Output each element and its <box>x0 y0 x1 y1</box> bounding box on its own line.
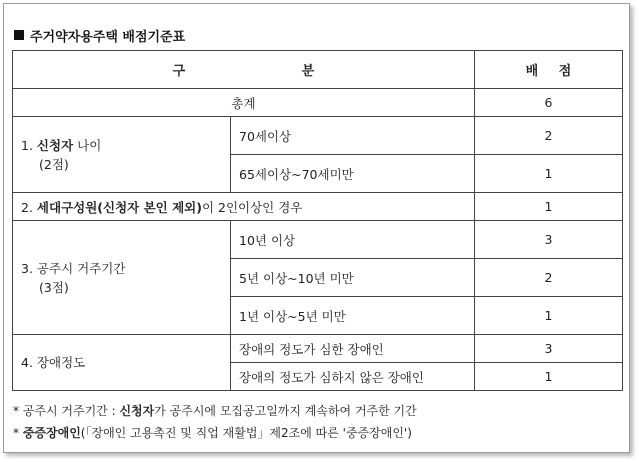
item-score: 2 <box>475 259 623 297</box>
item-score: 2 <box>475 117 623 155</box>
item-score: 3 <box>475 335 623 363</box>
item-label: 70세이상 <box>231 117 475 155</box>
table-row <box>13 335 623 363</box>
scoring-table <box>12 50 623 391</box>
table-row <box>13 193 623 221</box>
item-label: 장애의 정도가 심하지 않은 장애인 <box>231 363 475 391</box>
page-title-text: 주거약자용주택 배점기준표 <box>30 29 186 45</box>
table-row <box>13 117 623 155</box>
table-header-row <box>13 51 623 89</box>
item-score: 1 <box>475 155 623 193</box>
square-bullet-icon <box>14 30 24 40</box>
header-score: 배 점 <box>475 51 623 89</box>
total-row <box>13 89 623 117</box>
page-title <box>14 25 185 45</box>
item-score: 1 <box>475 363 623 391</box>
table-row <box>13 221 623 259</box>
item-label: 65세이상~70세미만 <box>231 155 475 193</box>
item-label: 5년 이상~10년 미만 <box>231 259 475 297</box>
header-category: 구 분 <box>13 51 475 89</box>
footnotes <box>13 400 417 444</box>
item-label: 10년 이상 <box>231 221 475 259</box>
category-residence-period: 3. 공주시 거주기간 (3점) <box>13 221 231 335</box>
item-score: 1 <box>475 193 623 221</box>
total-score: 6 <box>475 89 623 117</box>
category-disability: 4. 장애정도 <box>13 335 231 391</box>
item-score: 3 <box>475 221 623 259</box>
item-label: 장애의 정도가 심한 장애인 <box>231 335 475 363</box>
category-household: 2. 세대구성원(신청자 본인 제외)이 2인이상인 경우 <box>13 193 475 221</box>
footnote-disability: * 중증장애인(「장애인 고용촉진 및 직업 재활법」제2조에 따른 '중증장애인') <box>13 426 412 440</box>
category-applicant-age: 1. 신청자 나이 (2점) <box>13 117 231 193</box>
item-label: 1년 이상~5년 미만 <box>231 297 475 335</box>
footnote-residence: * 공주시 거주기간 : 신청자가 공주시에 모집공고일까지 계속하여 거주한 기간 <box>13 404 417 418</box>
item-score: 1 <box>475 297 623 335</box>
total-label: 총계 <box>13 89 475 117</box>
